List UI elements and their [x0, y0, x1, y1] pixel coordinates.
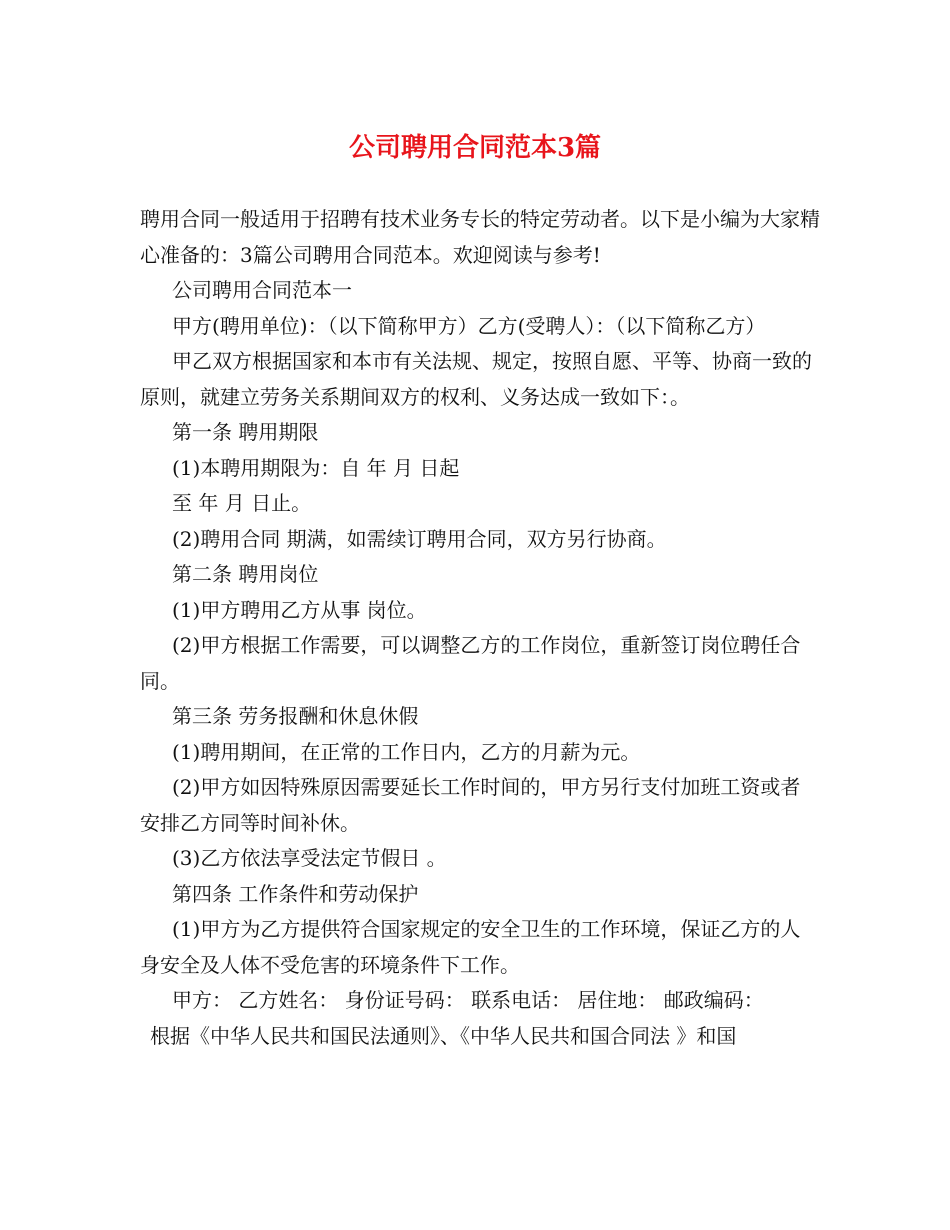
clause-paragraph: (1)甲方为乙方提供符合国家规定的安全卫生的工作环境，保证乙方的人身安全及人体不受危害的环境条件下工作。	[140, 917, 801, 977]
clause-paragraph: (2)聘用合同 期满，如需续订聘用合同，双方另行协商。	[172, 526, 667, 551]
clause-paragraph: (2)甲方根据工作需要，可以调整乙方的工作岗位，重新签订岗位聘任合同。	[140, 633, 801, 693]
article-heading: 第二条 聘用岗位	[172, 562, 319, 586]
article-heading: 第三条 劳务报酬和休息休假	[172, 704, 419, 728]
clause-paragraph: (1)本聘用期限为：自 年 月 日起	[172, 455, 460, 480]
legal-basis-paragraph: 根据《中华人民共和国民法通则》、《中华人民共和国合同法 》和国	[150, 1023, 737, 1048]
intro-paragraph: 聘用合同一般适用于招聘有技术业务专长的特定劳动者。以下是小编为大家精心准备的：3篇公司聘用合同范本。欢迎阅读与参考!	[140, 207, 820, 267]
article-heading: 第一条 聘用期限	[172, 420, 319, 444]
document-title: 公司聘用合同范本3篇	[348, 133, 602, 163]
signature-fields: 甲方： 乙方姓名： 身份证号码： 联系电话： 居住地： 邮政编码：	[172, 988, 764, 1012]
clause-paragraph: 至 年 月 日止。	[172, 491, 312, 515]
clause-paragraph: (3)乙方依法享受法定节假日 。	[172, 846, 447, 870]
clause-paragraph: (1)甲方聘用乙方从事 岗位。	[172, 597, 427, 622]
parties-paragraph: 甲方(聘用单位)：（以下简称甲方）乙方(受聘人）：（以下简称乙方）	[172, 313, 766, 338]
agreement-paragraph: 甲乙双方根据国家和本市有关法规、规定，按照自愿、平等、协商一致的原则，就建立劳务关系期间双方的权利、义务达成一致如下：。	[140, 349, 812, 409]
article-heading: 第四条 工作条件和劳动保护	[172, 881, 419, 906]
section-heading: 公司聘用合同范本一	[172, 278, 352, 302]
document-body	[140, 202, 820, 1054]
clause-paragraph: (1)聘用期间，在正常的工作日内，乙方的月薪为元。	[172, 739, 641, 764]
clause-paragraph: (2)甲方如因特殊原因需要延长工作时间的，甲方另行支付加班工资或者安排乙方同等时间补休。	[140, 775, 801, 835]
